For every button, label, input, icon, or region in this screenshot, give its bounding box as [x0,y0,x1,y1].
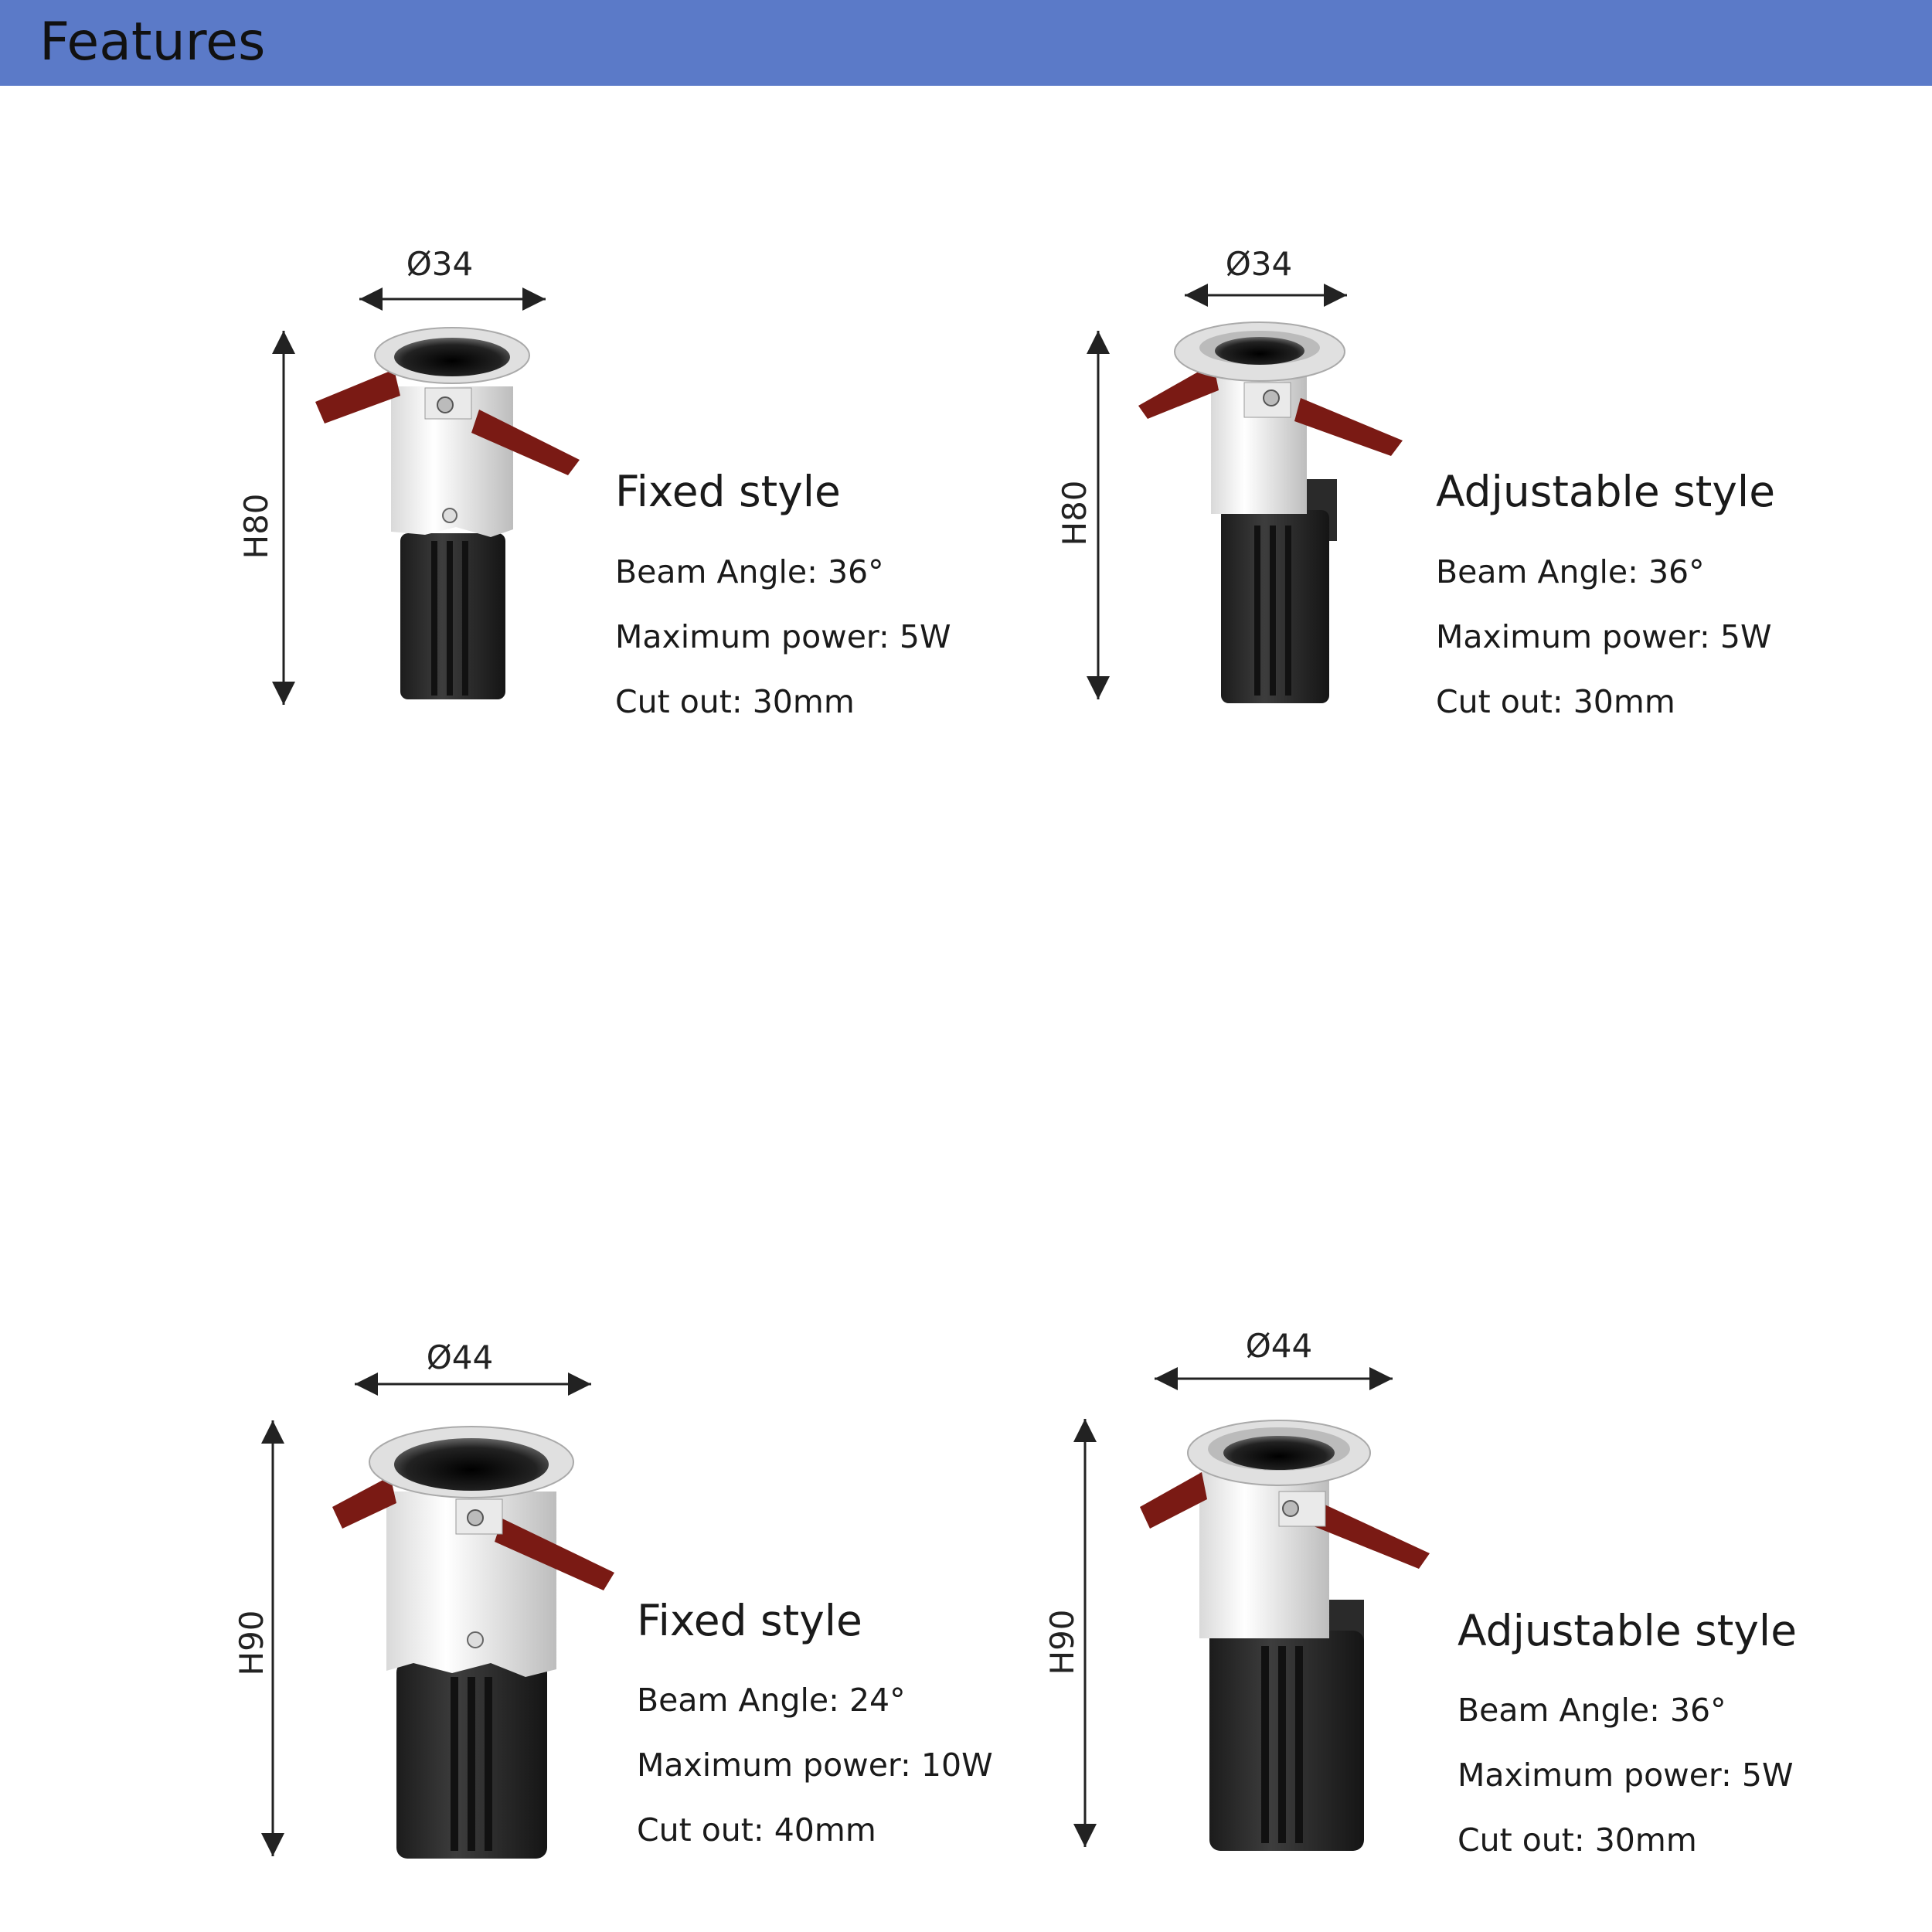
width-dimension-label: Ø34 [1225,245,1293,283]
style-title: Fixed style [615,467,841,516]
width-dimension-label: Ø44 [426,1338,494,1376]
cut-out-spec: Cut out: 30mm [1436,683,1675,720]
width-dimension-label: Ø44 [1245,1327,1313,1365]
max-power-spec: Maximum power: 5W [1458,1757,1794,1794]
downlight-adjustable-image [1136,1414,1437,1862]
max-power-spec: Maximum power: 5W [615,618,951,655]
height-dimension-label: H80 [237,493,275,560]
style-title: Fixed style [637,1596,862,1645]
beam-angle-spec: Beam Angle: 36° [1458,1692,1726,1729]
beam-angle-spec: Beam Angle: 36° [1436,553,1705,590]
width-dimension-label: Ø34 [406,245,474,283]
beam-angle-spec: Beam Angle: 24° [637,1682,906,1719]
beam-angle-spec: Beam Angle: 36° [615,553,884,590]
style-title: Adjustable style [1436,467,1776,516]
cut-out-spec: Cut out: 30mm [615,683,855,720]
page-title: Features [39,12,266,73]
style-title: Adjustable style [1458,1606,1798,1655]
height-dimension-label: H90 [1043,1609,1081,1675]
height-dimension-label: H80 [1056,480,1094,546]
cut-out-spec: Cut out: 30mm [1458,1821,1697,1859]
max-power-spec: Maximum power: 10W [637,1747,993,1784]
height-dimension-label: H90 [233,1610,270,1676]
max-power-spec: Maximum power: 5W [1436,618,1772,655]
cut-out-spec: Cut out: 40mm [637,1811,876,1849]
